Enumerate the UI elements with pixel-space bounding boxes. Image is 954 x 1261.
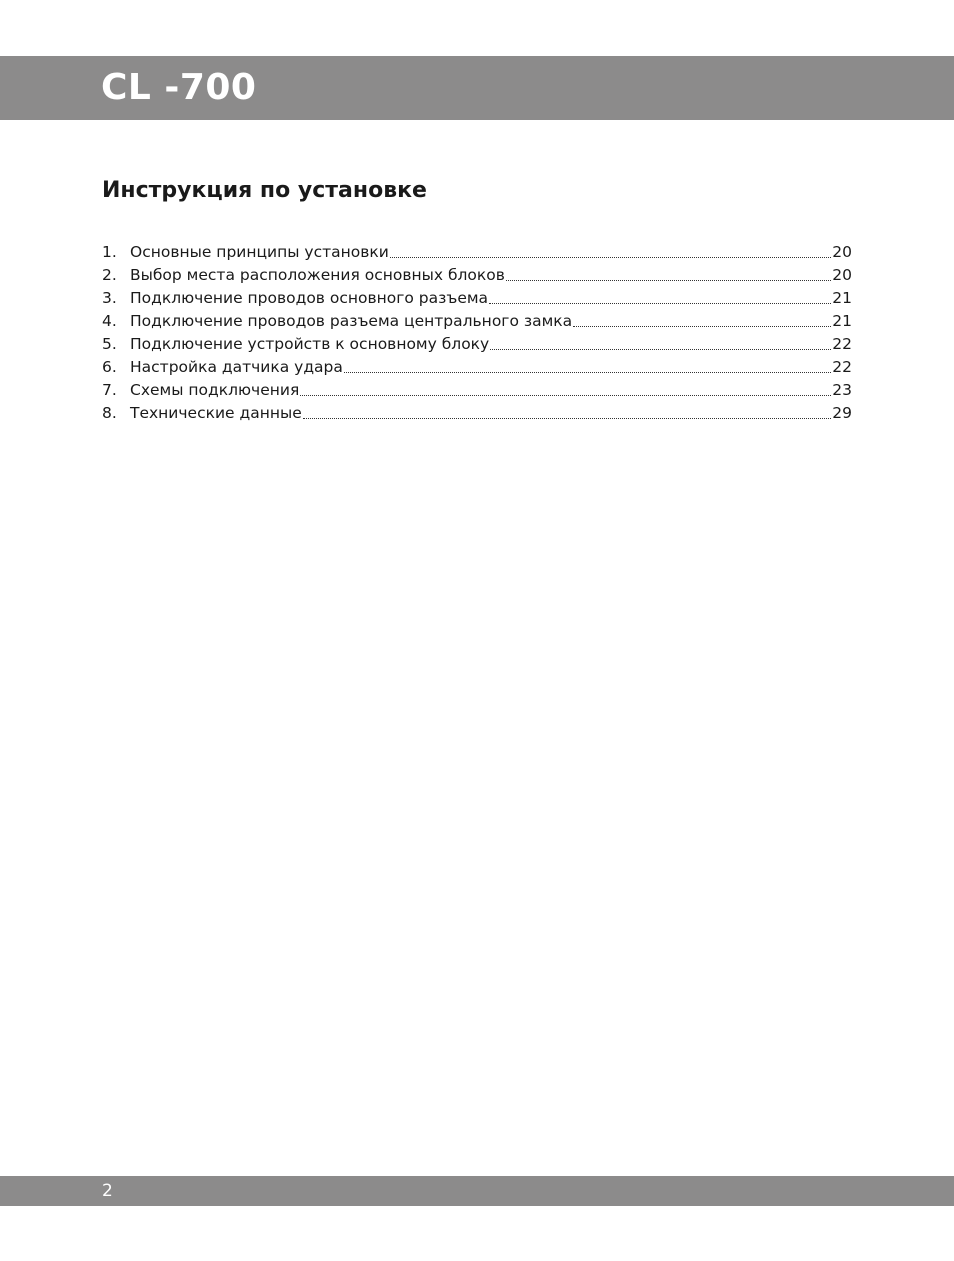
toc-item-3[interactable] bbox=[102, 287, 852, 310]
page-number: 2 bbox=[102, 1181, 113, 1201]
toc-item-number: 4. bbox=[102, 312, 117, 330]
table-of-contents bbox=[102, 241, 852, 425]
toc-item-number: 2. bbox=[102, 266, 117, 284]
toc-item-number: 6. bbox=[102, 358, 117, 376]
toc-leader-dots bbox=[300, 393, 831, 396]
toc-item-1[interactable] bbox=[102, 241, 852, 264]
toc-item-page: 22 bbox=[832, 335, 852, 353]
toc-item-number: 7. bbox=[102, 381, 117, 399]
page-title: Инструкция по установке bbox=[102, 178, 427, 203]
toc-item-title: Подключение проводов основного разъема bbox=[130, 289, 489, 307]
toc-item-page: 29 bbox=[832, 404, 852, 422]
toc-item-title: Настройка датчика удара bbox=[130, 358, 343, 376]
toc-item-6[interactable] bbox=[102, 356, 852, 379]
toc-leader-dots bbox=[303, 416, 832, 419]
toc-item-7[interactable] bbox=[102, 379, 852, 402]
toc-item-title: Схемы подключения bbox=[130, 381, 300, 399]
toc-leader-dots bbox=[344, 370, 831, 373]
footer-band bbox=[0, 1176, 954, 1206]
toc-item-title: Технические данные bbox=[130, 404, 302, 422]
toc-item-page: 20 bbox=[832, 243, 852, 261]
toc-item-2[interactable] bbox=[102, 264, 852, 287]
toc-item-4[interactable] bbox=[102, 310, 852, 333]
toc-item-number: 8. bbox=[102, 404, 117, 422]
toc-item-page: 22 bbox=[832, 358, 852, 376]
toc-leader-dots bbox=[490, 347, 831, 350]
toc-leader-dots bbox=[489, 301, 831, 304]
toc-item-page: 23 bbox=[832, 381, 852, 399]
toc-item-title: Выбор места расположения основных блоков bbox=[130, 266, 505, 284]
model-title: CL -700 bbox=[101, 67, 257, 108]
header-band bbox=[0, 56, 954, 120]
toc-item-title: Подключение проводов разъема центрального замка bbox=[130, 312, 573, 330]
toc-leader-dots bbox=[506, 278, 831, 281]
toc-item-title: Подключение устройств к основному блоку bbox=[130, 335, 490, 353]
toc-item-number: 1. bbox=[102, 243, 117, 261]
toc-item-8[interactable] bbox=[102, 402, 852, 425]
toc-item-number: 3. bbox=[102, 289, 117, 307]
toc-item-number: 5. bbox=[102, 335, 117, 353]
toc-leader-dots bbox=[390, 255, 831, 258]
toc-item-page: 21 bbox=[832, 289, 852, 307]
toc-leader-dots bbox=[573, 324, 831, 327]
toc-item-title: Основные принципы установки bbox=[130, 243, 389, 261]
toc-item-page: 20 bbox=[832, 266, 852, 284]
toc-item-page: 21 bbox=[832, 312, 852, 330]
toc-item-5[interactable] bbox=[102, 333, 852, 356]
